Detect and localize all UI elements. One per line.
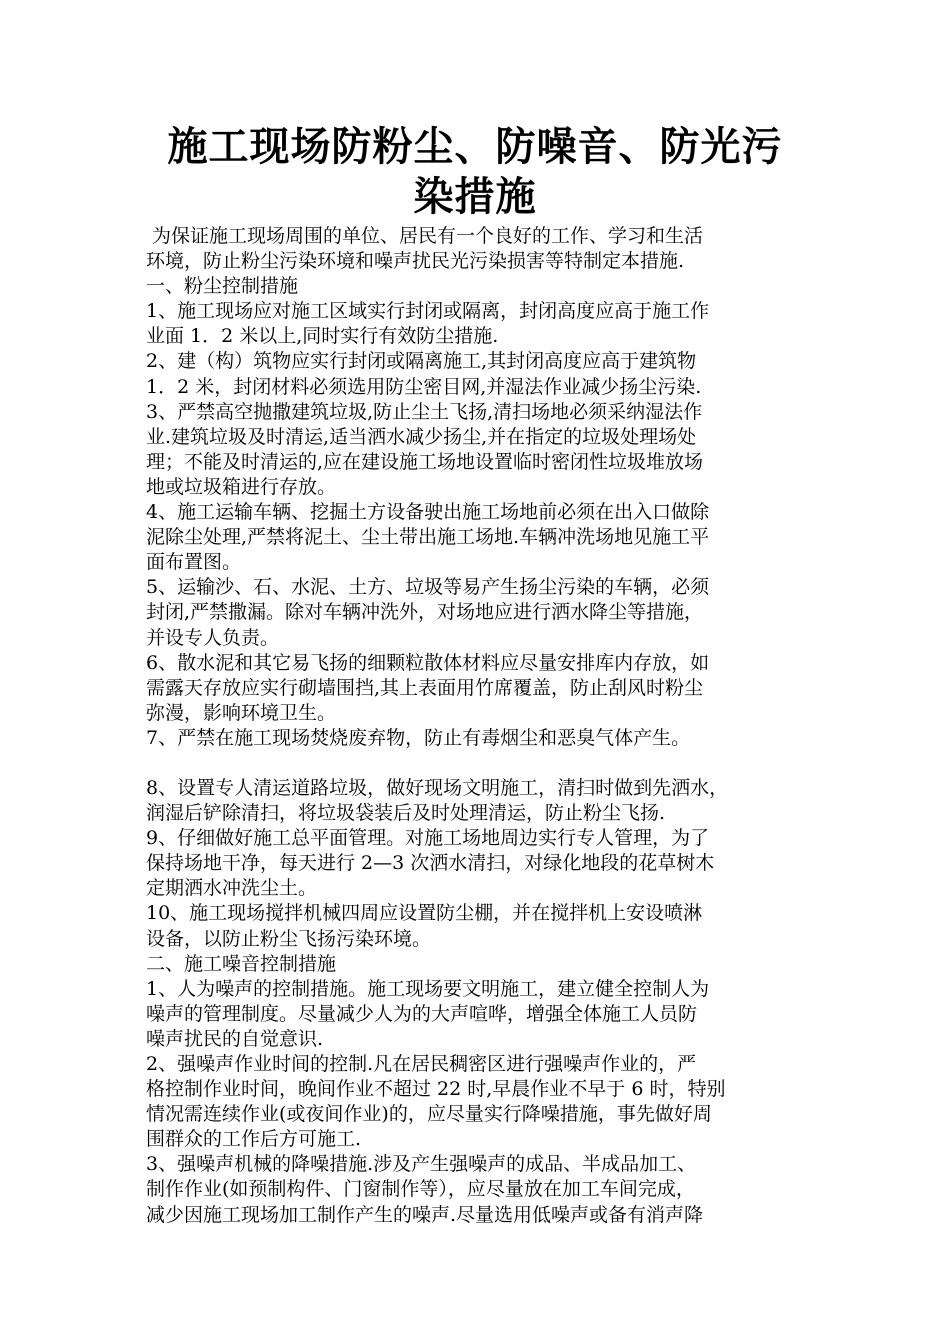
section-heading [146, 952, 826, 977]
paragraph-line: 保持场地干净，每天进行 2—3 次洒水清扫，对绿化地段的花草树木 [146, 852, 715, 875]
paragraph-line: 泥除尘处理,严禁将泥土、尘土带出施工场地.车辆冲洗场地见施工平 [146, 526, 710, 549]
paragraph-line: 格控制作业时间，晚间作业不超过 22 时,早晨作业不早于 6 时，特别 [146, 1078, 726, 1101]
document-title [120, 122, 830, 222]
paragraph-line: 7、严禁在施工现场焚烧废弃物，防止有毒烟尘和恶臭气体产生。 [146, 726, 691, 749]
document-body [146, 224, 826, 1228]
paragraph-line: 减少因施工现场加工制作产生的噪声.尽量选用低噪声或备有消声降 [146, 1203, 704, 1226]
paragraph-line: 2、建（构）筑物应实行封闭或隔离施工,其封闭高度应高于建筑物 [146, 350, 697, 373]
paragraph-line: 4、施工运输车辆、挖掘土方设备驶出施工场地前必须在出入口做除 [146, 501, 710, 524]
paragraph-line: 制作作业(如预制构件、门窗制作等），应尽量放在加工车间完成， [146, 1178, 695, 1201]
paragraph-line: 噪声扰民的自觉意识. [146, 1027, 324, 1050]
section-heading [146, 274, 826, 299]
paragraph [146, 400, 826, 500]
paragraph [146, 224, 826, 274]
paragraph-line: 围群众的工作后方可施工. [146, 1128, 362, 1151]
paragraph-line: 为保证施工现场周围的单位、居民有一个良好的工作、学习和生活 [152, 225, 704, 247]
paragraph-line: 6、散水泥和其它易飞扬的细颗粒散体材料应尽量安排库内存放，如 [146, 651, 710, 674]
paragraph-line: 业面 1．2 米以上,同时实行有效防尘措施. [146, 325, 499, 348]
paragraph-line: 9、仔细做好施工总平面管理。对施工场地周边实行专人管理，为了 [146, 827, 710, 850]
paragraph [146, 1052, 826, 1152]
paragraph-line: 理；不能及时清运的,应在建设施工场地设置临时密闭性垃圾堆放场 [146, 450, 704, 473]
paragraph-line: 并设专人负责。 [146, 626, 280, 649]
paragraph-line: 环境，防止粉尘污染环境和噪声扰民光污染损害等特制定本措施. [146, 250, 685, 273]
paragraph [146, 299, 826, 349]
paragraph-line: 二、施工噪音控制措施 [146, 952, 337, 975]
paragraph-line: 封闭,严禁撒漏。除对车辆冲洗外，对场地应进行洒水降尘等措施， [146, 601, 704, 624]
paragraph-line: 10、施工现场搅拌机械四周应设置防尘棚，并在搅拌机上安设喷淋 [146, 902, 703, 925]
paragraph-line: 2、强噪声作业时间的控制.凡在居民稠密区进行强噪声作业的，严 [146, 1053, 697, 1075]
paragraph-line: 5、运输沙、石、水泥、土方、垃圾等易产生扬尘污染的车辆，必须 [146, 576, 710, 599]
title-line: 施工现场防粉尘、防噪音、防光污 [167, 123, 783, 170]
paragraph-line: 弥漫，影响环境卫生。 [146, 701, 337, 724]
paragraph-line: 1、施工现场应对施工区域实行封闭或隔离，封闭高度应高于施工作 [146, 300, 710, 323]
paragraph [146, 901, 826, 951]
paragraph-line: 3、强噪声机械的降噪措施.涉及产生强噪声的成品、半成品加工、 [146, 1153, 697, 1176]
paragraph-line: 情况需连续作业(或夜间作业)的，应尽量实行降噪措施，事先做好周 [146, 1103, 712, 1126]
paragraph-line: 1．2 米，封闭材料必须选用防尘密目网,并湿法作业减少扬尘污染. [146, 375, 702, 398]
paragraph-spacer [146, 751, 826, 776]
paragraph [146, 776, 826, 826]
paragraph-line: 8、设置专人清运道路垃圾，做好现场文明施工，清扫时做到先洒水， [146, 776, 729, 799]
paragraph-line: 一、粉尘控制措施 [146, 275, 299, 298]
paragraph [146, 575, 826, 650]
paragraph [146, 726, 826, 751]
paragraph-line: 1、人为噪声的控制措施。施工现场要文明施工，建立健全控制人为 [146, 977, 710, 1000]
paragraph [146, 651, 826, 726]
paragraph-line: 定期洒水冲洗尘土。 [146, 877, 318, 900]
paragraph-line: 噪声的管理制度。尽量减少人为的大声喧哗，增强全体施工人员防 [146, 1002, 698, 1025]
paragraph-line: 需露天存放应实行砌墙围挡,其上表面用竹席覆盖，防止刮风时粉尘 [146, 676, 704, 699]
paragraph [146, 826, 826, 901]
title-line: 染措施 [413, 173, 537, 220]
paragraph-line: 3、严禁高空抛撒建筑垃圾,防止尘土飞扬,清扫场地必须采纳湿法作 [146, 400, 703, 423]
paragraph-line: 润湿后铲除清扫，将垃圾袋装后及时处理清运，防止粉尘飞扬. [146, 802, 666, 825]
paragraph [146, 349, 826, 399]
paragraph-line: 面布置图。 [146, 551, 242, 574]
paragraph-line: 设备，以防止粉尘飞扬污染环境。 [146, 927, 432, 950]
paragraph-line: 地或垃圾箱进行存放。 [146, 475, 337, 498]
paragraph [146, 500, 826, 575]
paragraph [146, 1152, 826, 1227]
paragraph [146, 977, 826, 1052]
paragraph-line: 业.建筑垃圾及时清运,适当洒水减少扬尘,并在指定的垃圾处理场处 [146, 425, 697, 448]
